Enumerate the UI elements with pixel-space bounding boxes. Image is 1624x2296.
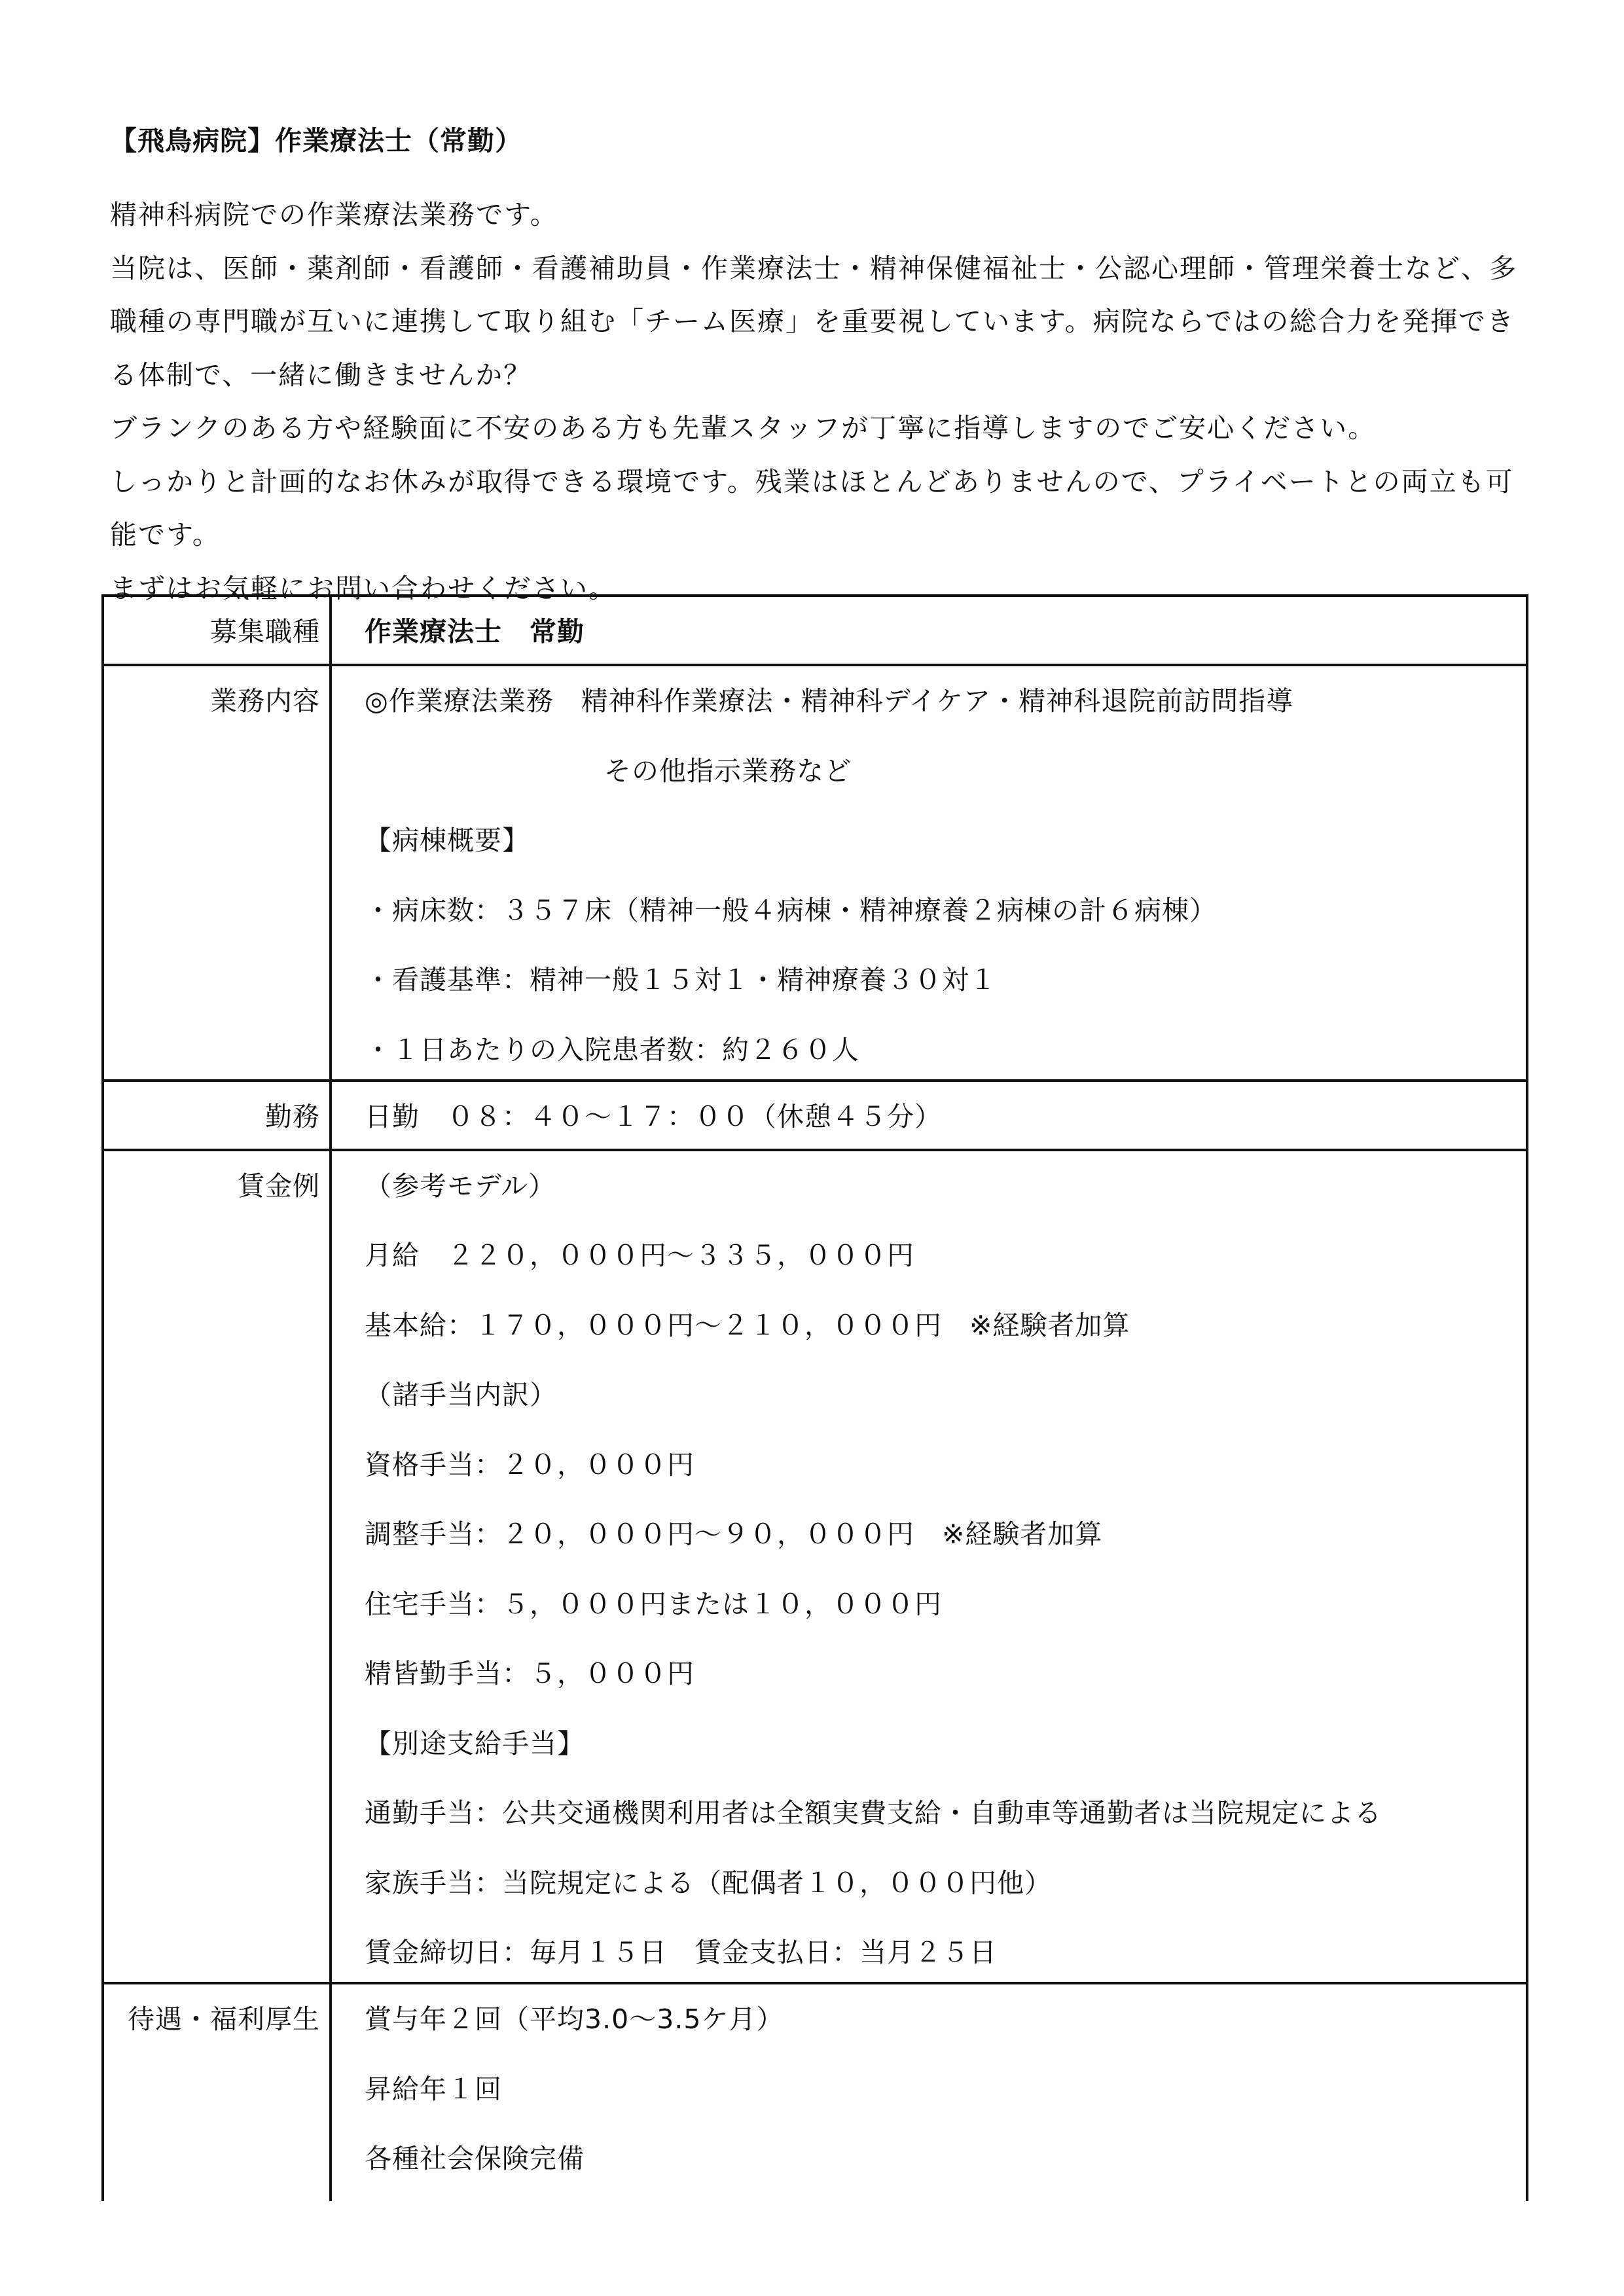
benefits-line: 昇給年１回 [365, 2073, 502, 2105]
wages-line: 住宅手当：５，０００円または１０，０００円 [365, 1588, 942, 1620]
intro-paragraph: ブランクのある方や経験面に不安のある方も先輩スタッフが丁寧に指導しますのでご安心ください。 [110, 412, 1377, 444]
wages-line: 【別途支給手当】 [365, 1727, 585, 1759]
row-value-shift [331, 1081, 1527, 1150]
row-value-wages [331, 1150, 1527, 1984]
row-label-wages: 賃金例 [103, 1150, 331, 1984]
row-value-duties [331, 665, 1527, 1081]
intro-paragraph: しっかりと計画的なお休みが取得できる環境です。残業はほとんどありませんので、プライベートとの両立も可能です。 [110, 465, 1514, 550]
job-type-value: 作業療法士 常勤 [365, 616, 585, 647]
intro-paragraph: まずはお気軽にお問い合わせください。 [110, 572, 617, 604]
wages-line: 家族手当：当院規定による（配偶者１０，０００円他） [365, 1867, 1052, 1899]
table-row [103, 596, 1527, 665]
wages-line: 基本給：１７０，０００円～２１０，０００円 ※経験者加算 [365, 1309, 1130, 1341]
intro-paragraph: 当院は、医師・薬剤師・看護師・看護補助員・作業療法士・精神保健福祉士・公認心理師・管理栄養士など、多職種の専門職が互いに連携して取り組む「チーム医療」を重要視しています。病院ならではの総合力を発揮できる体制で、一緒に働きませんか？ [110, 252, 1517, 391]
wages-line: （参考モデル） [365, 1170, 556, 1202]
duties-line: ◎作業療法業務 精神科作業療法・精神科デイケア・精神科退院前訪問指導 [365, 685, 1294, 717]
wages-line: （諸手当内訳） [365, 1379, 557, 1410]
intro-text [110, 188, 1530, 615]
row-value-job-type [331, 596, 1527, 665]
duties-line: 【病棟概要】 [365, 825, 530, 856]
duties-line: ・１日あたりの入院患者数：約２６０人 [365, 1033, 859, 1066]
wages-line: 賃金締切日：毎月１５日 賃金支払日：当月２５日 [365, 1937, 997, 1968]
benefits-line: 賞与年２回（平均3.0～3.5ケ月） [365, 2003, 784, 2035]
intro-paragraph: 精神科病院での作業療法業務です。 [110, 199, 558, 230]
wages-line: 調整手当：２０，０００円～９０，０００円 ※経験者加算 [365, 1518, 1103, 1550]
table-row [103, 1150, 1527, 1984]
duties-line: ・看護基準：精神一般１５対１・精神療養３０対１ [365, 964, 997, 996]
row-value-benefits [331, 1983, 1527, 2201]
row-label-benefits: 待遇・福利厚生 [103, 1983, 331, 2201]
row-label-job-type: 募集職種 [103, 596, 331, 665]
table-row [103, 665, 1527, 1081]
row-label-shift: 勤務 [103, 1081, 331, 1150]
row-label-duties: 業務内容 [103, 665, 331, 1081]
wages-line: 通勤手当：公共交通機関利用者は全額実費支給・自動車等通勤者は当院規定による [365, 1797, 1382, 1829]
shift-value: 日勤 ０８：４０～１７：００（休憩４５分） [365, 1100, 942, 1132]
job-details-table [101, 594, 1528, 2201]
page-title: 【飛鳥病院】作業療法士（常勤） [110, 125, 522, 156]
benefits-line: 各種社会保険完備 [365, 2143, 585, 2174]
duties-line: ・病床数：３５７床（精神一般４病棟・精神療養２病棟の計６病棟） [365, 894, 1217, 926]
table-row [103, 1983, 1527, 2201]
wages-line: 精皆勤手当：５，０００円 [365, 1658, 695, 1689]
wages-line: 資格手当：２０，０００円 [365, 1448, 695, 1480]
duties-line: その他指示業務など [604, 755, 852, 787]
table-row [103, 1081, 1527, 1150]
wages-line: 月給 ２２０，０００円～３３５，０００円 [365, 1240, 914, 1271]
